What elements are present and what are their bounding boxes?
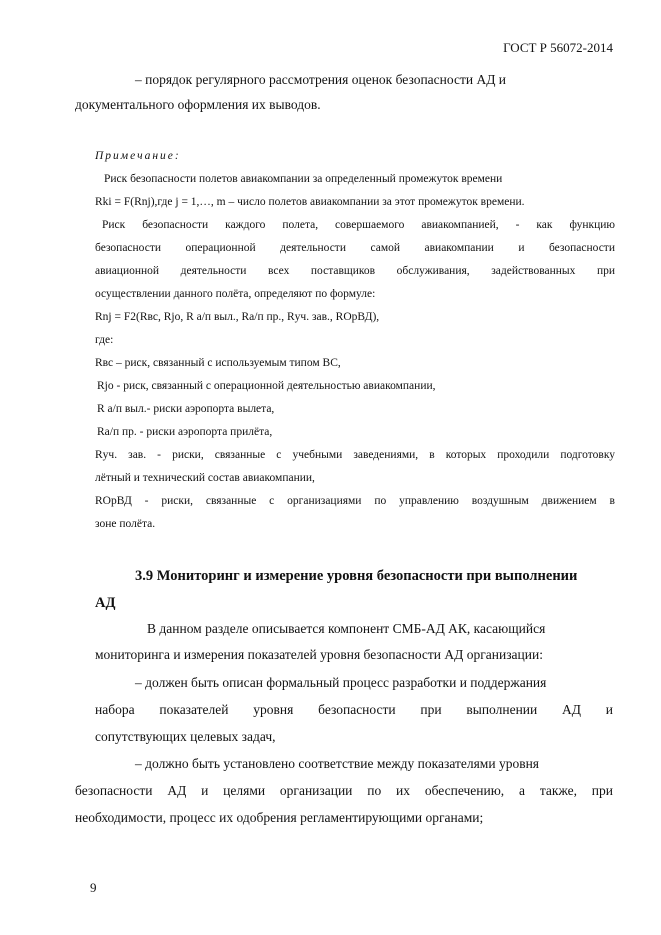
note-line: где:: [95, 334, 114, 346]
note-title: Примечание:: [95, 150, 181, 162]
bullet-line: безопасности АД и целями организации по их обеспечению, а также, при: [75, 783, 613, 798]
note-line: R а/п выл.- риски аэропорта вылета,: [97, 403, 275, 415]
note-line: зоне полёта.: [95, 518, 156, 530]
paragraph-line: В данном разделе описывается компонент СМБ-АД АК, касающийся: [147, 621, 546, 636]
note-line: лётный и технический состав авиакомпании,: [95, 472, 315, 484]
intro-line-1: – порядок регулярного рассмотрения оценок безопасности АД и: [135, 72, 507, 87]
note-formula: Rnj = F2(Rвс, Rjo, R а/п выл., Rа/п пр., Rуч. зав., RОрВД),: [95, 311, 380, 323]
note-line: Rjo - риск, связанный с операционной деятельностью авиакомпании,: [97, 380, 436, 392]
bullet-line: набора показателей уровня безопасности при выполнении АД и: [95, 702, 613, 717]
note-line: осуществлении данного полёта, определяют по формуле:: [95, 288, 376, 300]
note-line: Риск безопасности каждого полета, совершаемого авиакомпанией, - как функцию: [102, 219, 615, 231]
document-id-header: ГОСТ Р 56072-2014: [503, 40, 613, 55]
section-heading: 3.9 Мониторинг и измерение уровня безопасности при выполнении: [135, 568, 578, 584]
paragraph-line: мониторинга и измерения показателей уровня безопасности АД организации:: [95, 647, 543, 662]
note-line: Rуч. зав. - риски, связанные с учебными заведениями, в которых проходили подготовку: [95, 449, 615, 461]
intro-line-2: документального оформления их выводов.: [75, 97, 321, 112]
bullet-line: – должен быть описан формальный процесс разработки и поддержания: [135, 675, 547, 690]
bullet-line: сопутствующих целевых задач,: [95, 729, 276, 744]
page-number: 9: [90, 880, 97, 895]
note-line: авиационной деятельности всех поставщиков обслуживания, задействованных при: [95, 265, 615, 277]
note-line: Rвс – риск, связанный с используемым типом ВС,: [95, 357, 341, 369]
bullet-line: необходимости, процесс их одобрения регламентирующими органами;: [75, 810, 484, 825]
bullet-line: – должно быть установлено соответствие между показателями уровня: [135, 756, 540, 771]
note-line: Rа/п пр. - риски аэропорта прилёта,: [97, 426, 273, 438]
note-line: Rki = F(Rnj),где j = 1,…, m – число полетов авиакомпании за этот промежуток времени.: [95, 196, 525, 208]
section-heading-cont: АД: [95, 595, 116, 611]
note-line: Риск безопасности полетов авиакомпании за определенный промежуток времени: [104, 173, 503, 185]
note-line: RОрВД - риски, связанные с организациями по управлению воздушным движением в: [95, 495, 615, 507]
note-line: безопасности операционной деятельности самой авиакомпании и безопасности: [95, 242, 615, 254]
